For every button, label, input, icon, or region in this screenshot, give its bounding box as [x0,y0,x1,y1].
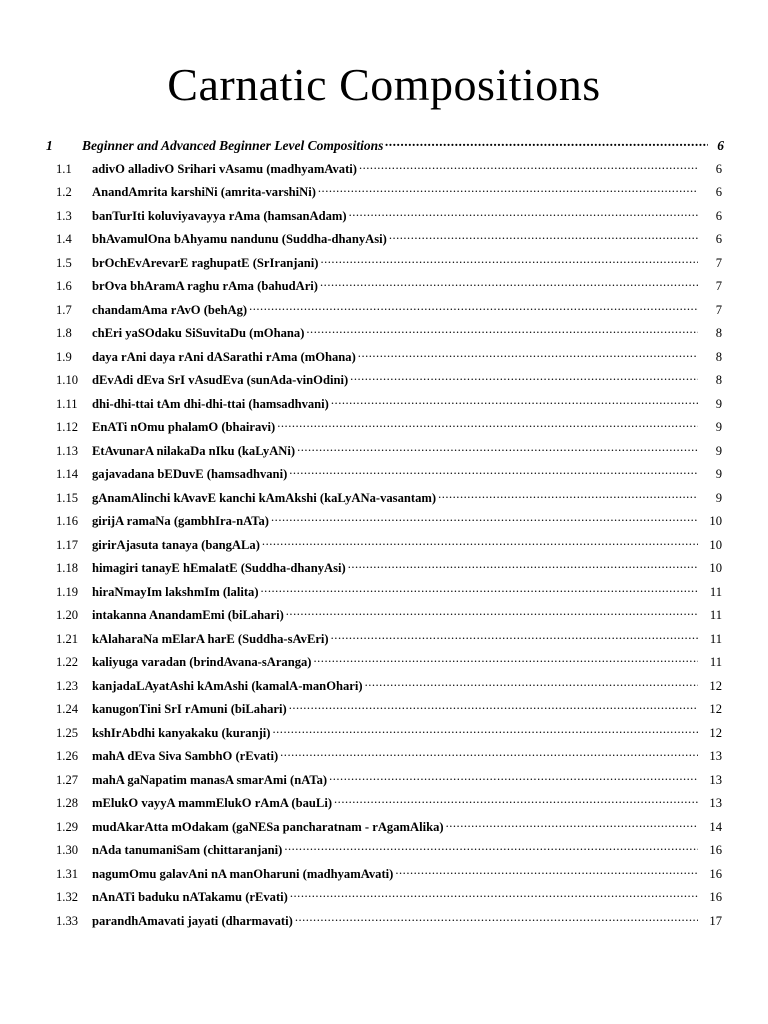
entry-title: chandamAma rAvO (behAg) [92,302,248,317]
toc-entry[interactable] [0,325,768,349]
entry-title: mahA gaNapatim manasA smarAmi (nATa) [92,772,328,787]
toc-entry[interactable] [0,889,768,913]
entry-title: intakanna AnandamEmi (biLahari) [92,608,284,623]
entry-title: mElukO vayyA mammElukO rAmA (bauLi) [92,796,333,811]
entry-page-number: 12 [709,725,722,740]
entry-title: gAnamAlinchi kAvavE kanchi kAmAkshi (kaLyANa-vasantam) [92,490,437,505]
toc-chapter-entry[interactable] [0,136,768,160]
dot-leader [295,912,698,925]
entry-title: parandhAmavati jayati (dharmavati) [92,913,293,928]
dot-leader [389,231,698,244]
entry-page-number: 6 [715,185,722,200]
entry-page-number: 13 [709,796,722,811]
dot-leader [329,771,698,784]
toc-entry[interactable] [0,419,768,443]
entry-number: 1.19 [56,584,79,599]
entry-number: 1.20 [56,608,79,623]
toc-entry[interactable] [0,207,768,231]
dot-leader [395,865,698,878]
dot-leader [277,419,698,432]
entry-title: girijA ramaNa (gambhIra-nATa) [92,514,270,529]
entry-page-number: 11 [709,655,722,670]
entry-title: banTurIti koluviyavayya rAma (hamsanAdam) [92,208,347,223]
entry-number: 1.11 [56,396,78,411]
entry-title: nAda tanumaniSam (chittaranjani) [92,843,283,858]
entry-number: 1.24 [56,702,79,717]
entry-page-number: 16 [709,866,722,881]
dot-leader [385,136,708,150]
entry-number: 1.3 [56,208,72,223]
toc-entry[interactable] [0,372,768,396]
toc-entry[interactable] [0,842,768,866]
toc-entry[interactable] [0,748,768,772]
entry-number: 1.12 [56,420,79,435]
dot-leader [446,818,698,831]
toc-entry[interactable] [0,583,768,607]
entry-page-number: 11 [709,608,722,623]
entry-page-number: 7 [715,302,722,317]
entry-title: kaliyuga varadan (brindAvana-sAranga) [92,655,312,670]
entry-number: 1.18 [56,561,79,576]
dot-leader [320,254,698,267]
entry-page-number: 7 [715,255,722,270]
entry-title: nAnATi baduku nATakamu (rEvati) [92,890,288,905]
dot-leader [262,536,698,549]
entry-title: mudAkarAtta mOdakam (gaNESa pancharatnam - rAgamAlika) [92,819,444,834]
entry-number: 1.23 [56,678,79,693]
toc-entry[interactable] [0,348,768,372]
dot-leader [280,748,698,761]
toc-entry[interactable] [0,489,768,513]
entry-page-number: 9 [715,490,722,505]
toc-entry[interactable] [0,536,768,560]
entry-number: 1.8 [56,326,72,341]
entry-page-number: 8 [715,326,722,341]
entry-page-number: 6 [715,161,722,176]
toc-entry[interactable] [0,278,768,302]
dot-leader [349,207,698,220]
dot-leader [261,583,698,596]
entry-number: 1.29 [56,819,79,834]
entry-number: 1.15 [56,490,79,505]
entry-number: 1.14 [56,467,79,482]
dot-leader [334,795,698,808]
toc-entry[interactable] [0,513,768,537]
entry-number: 1.13 [56,443,79,458]
entry-number: 1.21 [56,631,79,646]
entry-number: 1.6 [56,279,72,294]
entry-title: brOva bhAramA raghu rAma (bahudAri) [92,279,319,294]
toc-entry[interactable] [0,607,768,631]
entry-number: 1.25 [56,725,79,740]
entry-title: dEvAdi dEva SrI vAsudEva (sunAda-vinOdini) [92,373,349,388]
toc-entry[interactable] [0,254,768,278]
toc-entry-list [0,160,768,936]
toc-entry[interactable] [0,184,768,208]
entry-title: gajavadana bEDuvE (hamsadhvani) [92,467,288,482]
dot-leader [314,654,699,667]
entry-title: kshIrAbdhi kanyakaku (kuranji) [92,725,271,740]
entry-page-number: 9 [715,443,722,458]
entry-number: 1.31 [56,866,79,881]
entry-title: kanjadaLAyatAshi kAmAshi (kamalA-manOhari) [92,678,363,693]
dot-leader [358,348,698,361]
entry-title: nagumOmu galavAni nA manOharuni (madhyamAvati) [92,866,394,881]
dot-leader [438,489,698,502]
dot-leader [286,607,698,620]
page-title: Carnatic Compositions [167,59,601,110]
entry-title: daya rAni daya rAni dASarathi rAma (mOhana) [92,349,356,364]
entry-page-number: 8 [715,349,722,364]
toc-entry[interactable] [0,701,768,725]
entry-page-number: 9 [715,420,722,435]
toc-entry[interactable] [0,771,768,795]
dot-leader [289,701,698,714]
entry-title: AnandAmrita karshiNi (amrita-varshiNi) [92,185,316,200]
entry-page-number: 9 [715,396,722,411]
entry-number: 1.10 [56,373,79,388]
entry-title: adivO alladivO Srihari vAsamu (madhyamAvati) [92,161,357,176]
dot-leader [331,630,698,643]
entry-title: girirAjasuta tanaya (bangALa) [92,537,260,552]
entry-number: 1.30 [56,843,79,858]
entry-page-number: 17 [709,913,722,928]
dot-leader [284,842,698,855]
dot-leader [348,560,698,573]
table-of-contents [0,136,768,936]
entry-title: EnATi nOmu phalamO (bhairavi) [92,420,276,435]
entry-title: kanugonTini SrI rAmuni (biLahari) [92,702,287,717]
entry-page-number: 10 [709,537,722,552]
dot-leader [290,889,698,902]
entry-number: 1.7 [56,302,72,317]
entry-page-number: 11 [709,584,722,599]
entry-title: chEri yaSOdaku SiSuvitaDu (mOhana) [92,326,305,341]
entry-number: 1.1 [56,161,72,176]
toc-entry[interactable] [0,160,768,184]
toc-entry[interactable] [0,301,768,325]
toc-entry[interactable] [0,395,768,419]
toc-entry[interactable] [0,677,768,701]
dot-leader [331,395,698,408]
entry-title: brOchEvArevarE raghupatE (SrIranjani) [92,255,319,270]
dot-leader [320,278,698,291]
chapter-number: 1 [46,137,53,153]
entry-page-number: 6 [715,232,722,247]
entry-title: bhAvamulOna bAhyamu nandunu (Suddha-dhanyAsi) [92,232,387,247]
chapter-page-number: 6 [717,137,724,153]
dot-leader [318,184,698,197]
entry-number: 1.9 [56,349,72,364]
toc-entry[interactable] [0,865,768,889]
entry-page-number: 13 [709,749,722,764]
toc-entry[interactable] [0,231,768,255]
toc-entry[interactable] [0,724,768,748]
entry-number: 1.32 [56,890,79,905]
entry-number: 1.22 [56,655,79,670]
entry-page-number: 6 [715,208,722,223]
entry-page-number: 14 [709,819,722,834]
dot-leader [271,513,698,526]
entry-page-number: 10 [709,561,722,576]
toc-entry[interactable] [0,630,768,654]
entry-number: 1.28 [56,796,79,811]
entry-page-number: 7 [715,279,722,294]
dot-leader [273,724,699,737]
chapter-title: Beginner and Advanced Beginner Level Compositions [82,137,384,153]
dot-leader [359,160,698,173]
dot-leader [365,677,698,690]
dot-leader [297,442,698,455]
entry-number: 1.33 [56,913,79,928]
entry-page-number: 11 [709,631,722,646]
dot-leader [306,325,698,338]
entry-title: dhi-dhi-ttai tAm dhi-dhi-ttai (hamsadhvani) [92,396,329,411]
entry-page-number: 12 [709,678,722,693]
toc-entry[interactable] [0,466,768,490]
entry-page-number: 16 [709,843,722,858]
dot-leader [249,301,698,314]
entry-number: 1.17 [56,537,79,552]
entry-page-number: 13 [709,772,722,787]
entry-number: 1.16 [56,514,79,529]
entry-number: 1.2 [56,185,72,200]
entry-page-number: 8 [715,373,722,388]
entry-title: mahA dEva Siva SambhO (rEvati) [92,749,279,764]
entry-title: hiraNmayIm lakshmIm (lalita) [92,584,259,599]
entry-number: 1.5 [56,255,72,270]
entry-number: 1.26 [56,749,79,764]
toc-entry[interactable] [0,654,768,678]
toc-entry[interactable] [0,560,768,584]
toc-entry[interactable] [0,912,768,936]
toc-entry[interactable] [0,818,768,842]
entry-page-number: 16 [709,890,722,905]
entry-page-number: 12 [709,702,722,717]
toc-entry[interactable] [0,795,768,819]
entry-page-number: 10 [709,514,722,529]
dot-leader [350,372,698,385]
toc-entry[interactable] [0,442,768,466]
entry-number: 1.27 [56,772,79,787]
entry-page-number: 9 [715,467,722,482]
dot-leader [289,466,698,479]
entry-title: himagiri tanayE hEmalatE (Suddha-dhanyAsi) [92,561,346,576]
entry-number: 1.4 [56,232,72,247]
entry-title: kAlaharaNa mElarA harE (Suddha-sAvEri) [92,631,329,646]
entry-title: EtAvunarA nilakaDa nIku (kaLyANi) [92,443,296,458]
